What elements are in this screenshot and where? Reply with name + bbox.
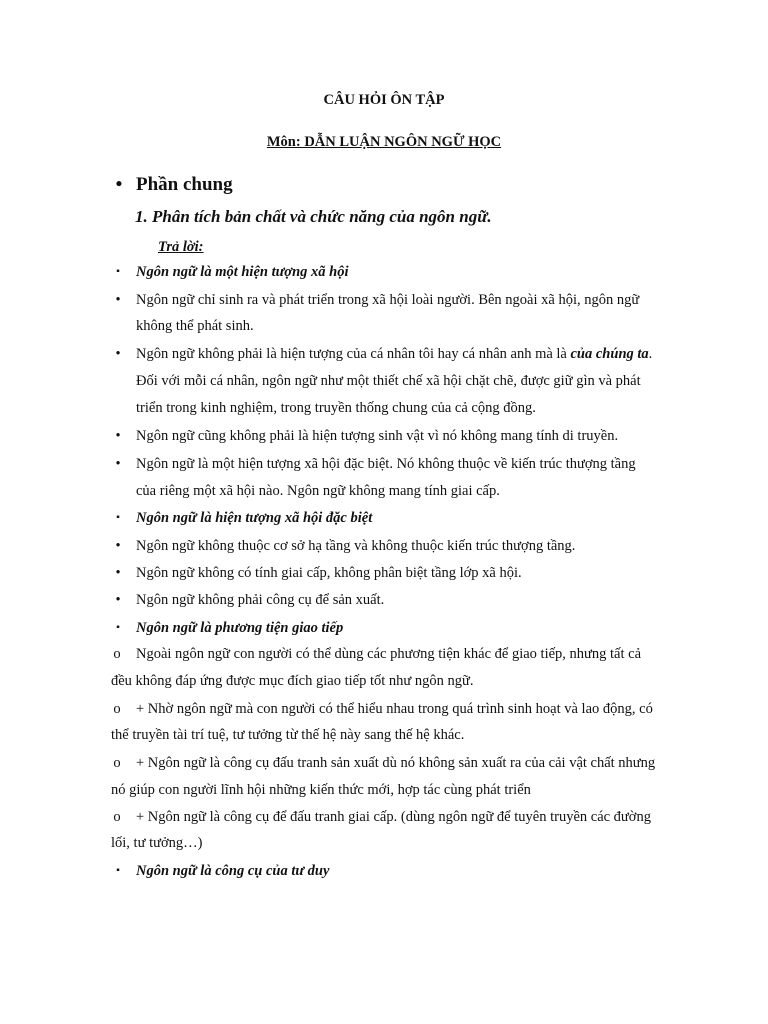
paragraph-line: + Ngôn ngữ là công cụ để đấu tranh giai cấp. (dùng ngôn ngữ để tuyên truyền các đường — [136, 809, 651, 825]
emphasis-text: của chúng ta — [570, 346, 649, 362]
circle-bullet-icon: o — [113, 809, 121, 825]
subject-title: Môn: DẪN LUẬN NGÔN NGỮ HỌC — [266, 134, 502, 150]
paragraph-line: + Nhờ ngôn ngữ mà con người có thể hiểu nhau trong quá trình sinh hoạt và lao động, có — [136, 701, 653, 717]
circle-bullet-icon: o — [113, 646, 121, 662]
bullet-icon: • — [115, 346, 121, 362]
square-bullet-icon: ▪ — [116, 512, 120, 523]
paragraph-line: Ngôn ngữ là một hiện tượng xã hội đặc biệt. Nó không thuộc về kiến trúc thượng tầng — [136, 456, 636, 472]
subheading: Ngôn ngữ là phương tiện giao tiếp — [136, 620, 344, 636]
paragraph-line: Ngôn ngữ không có tính giai cấp, không phân biệt tầng lớp xã hội. — [136, 565, 522, 581]
paragraph-line: Ngoài ngôn ngữ con người có thể dùng các phương tiện khác để giao tiếp, nhưng tất cả — [136, 646, 642, 662]
paragraph-line: lối, tư tưởng…) — [111, 835, 203, 851]
square-bullet-icon: ▪ — [116, 622, 120, 633]
paragraph-line: + Ngôn ngữ là công cụ đấu tranh sản xuất dù nó không sản xuất ra của cải vật chất nhưng — [136, 755, 656, 771]
circle-bullet-icon: o — [113, 701, 121, 717]
paragraph-line: Đối với mỗi cá nhân, ngôn ngữ như một thiết chế xã hội chặt chẽ, được giữ gìn và phát — [136, 373, 641, 389]
paragraph-line: Ngôn ngữ cũng không phải là hiện tượng sinh vật vì nó không mang tính di truyền. — [136, 428, 619, 444]
paragraph-text: . — [648, 346, 653, 362]
bullet-icon: • — [115, 538, 121, 554]
subheading: Ngôn ngữ là một hiện tượng xã hội — [136, 264, 349, 280]
paragraph-line: thể truyền tài trí tuệ, tư tưởng từ thế hệ này sang thế hệ khác. — [111, 727, 465, 743]
subheading: Ngôn ngữ là hiện tượng xã hội đặc biệt — [136, 510, 373, 526]
paragraph-line: nó giúp con người lĩnh hội những kiến thức mới, hợp tác cùng phát triển — [111, 782, 531, 798]
paragraph-line: của riêng một xã hội nào. Ngôn ngữ không mang tính giai cấp. — [136, 483, 500, 499]
document-title: CÂU HỎI ÔN TẬP — [323, 92, 445, 108]
bullet-icon: • — [115, 456, 121, 472]
section-heading: Phần chung — [136, 174, 233, 195]
square-bullet-icon: ▪ — [116, 865, 120, 876]
bullet-icon: • — [115, 428, 121, 444]
square-bullet-icon: ▪ — [116, 266, 120, 277]
answer-label: Trả lời: — [158, 239, 204, 255]
section-bullet: • — [115, 174, 123, 195]
paragraph-line: Ngôn ngữ chỉ sinh ra và phát triển trong xã hội loài người. Bên ngoài xã hội, ngôn ngữ — [136, 292, 640, 308]
bullet-icon: • — [115, 565, 121, 581]
question-heading: 1. Phân tích bản chất và chức năng của ngôn ngữ. — [135, 207, 492, 226]
subheading: Ngôn ngữ là công cụ của tư duy — [136, 863, 330, 879]
paragraph-text: Ngôn ngữ không phải là hiện tượng của cá nhân tôi hay cá nhân anh mà là — [136, 346, 571, 362]
paragraph-line: triển trong kinh nghiệm, trong truyền thống chung của cả cộng đồng. — [136, 400, 536, 416]
bullet-icon: • — [115, 292, 121, 308]
paragraph-line — [136, 345, 652, 363]
paragraph-line: đều không đáp ứng được mục đích giao tiếp tốt như ngôn ngữ. — [111, 673, 474, 689]
paragraph-line: Ngôn ngữ không thuộc cơ sở hạ tầng và không thuộc kiến trúc thượng tầng. — [136, 538, 576, 554]
paragraph-line: không thể phát sinh. — [136, 318, 254, 334]
paragraph-line: Ngôn ngữ không phải công cụ để sản xuất. — [136, 592, 385, 608]
bullet-icon: • — [115, 592, 121, 608]
circle-bullet-icon: o — [113, 755, 121, 771]
